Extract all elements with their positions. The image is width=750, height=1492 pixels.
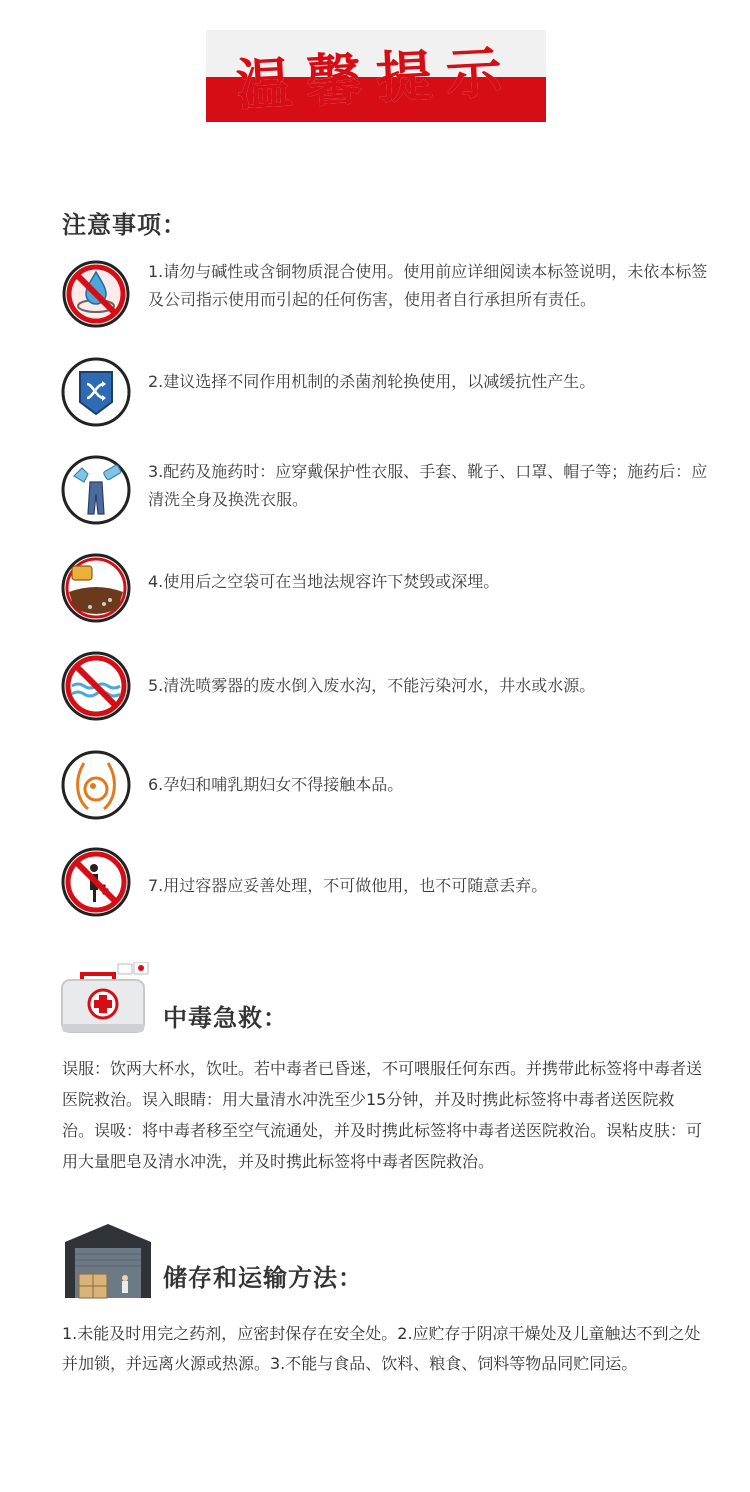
first-aid-text: 误服：饮两大杯水，饮吐。若中毒者已昏迷，不可喂服任何东西。并携带此标签将中毒者送医院救治。误入眼睛：用大量清水冲洗至少15分钟，并及时携此标签将中毒者送医院救治。误吸：将中毒者移至空气流通处，并及时携此标签将中毒者送医院救治。误粘皮肤：可用大量肥皂及清水冲洗，并及时携此标签将中毒者医院救治。 <box>62 1059 703 1171</box>
precaution-text-4: 4.使用后之空袋可在当地法规容许下焚毁或深埋。 <box>148 572 500 591</box>
pregnant-woman-icon <box>60 749 132 821</box>
precaution-text-6: 6.孕妇和哺乳期妇女不得接触本品。 <box>148 775 404 794</box>
precaution-item-2 <box>60 356 720 430</box>
no-water-pollution-icon <box>60 650 132 722</box>
first-aid-heading: 中毒急救： <box>163 1004 288 1032</box>
precaution-text-2: 2.建议选择不同作用机制的杀菌剂轮换使用，以减缓抗性产生。 <box>148 372 596 391</box>
precaution-item-1 <box>60 258 720 338</box>
precaution-text-7: 7.用过容器应妥善处理，不可做他用，也不可随意丢弃。 <box>148 876 548 895</box>
first-aid-kit-icon <box>58 962 153 1034</box>
rotation-icon <box>60 356 132 428</box>
storage-text: 1.未能及时用完之药剂，应密封保存在安全处。2.应贮存于阴凉干燥处及儿童触达不到之处并加锁，并远离火源或热源。3.不能与食品、饮料、粮食、饲料等物品同贮同运。 <box>62 1324 701 1373</box>
precaution-item-3 <box>60 454 720 528</box>
no-littering-icon <box>60 846 132 918</box>
warehouse-icon <box>63 1222 153 1300</box>
bury-bag-icon <box>60 552 132 624</box>
precaution-item-7 <box>60 846 720 920</box>
precaution-text-5: 5.清洗喷雾器的废水倒入废水沟，不能污染河水，井水或水源。 <box>148 676 596 695</box>
header-banner <box>206 30 546 122</box>
precaution-item-5 <box>60 650 720 724</box>
precautions-heading: 注意事项： <box>62 211 187 239</box>
precaution-text-1: 1.请勿与碱性或含铜物质混合使用。使用前应详细阅读本标签说明，未依本标签及公司指示使用而引起的任何伤害，使用者自行承担所有责任。 <box>148 262 708 309</box>
precaution-item-6 <box>60 749 720 823</box>
banner-title: 温馨提示 <box>234 38 518 120</box>
precaution-item-4 <box>60 552 720 626</box>
precaution-text-3: 3.配药及施药时：应穿戴保护性衣服、手套、靴子、口罩、帽子等；施药后：应清洗全身及换洗衣服。 <box>148 462 708 509</box>
storage-heading: 储存和运输方法： <box>163 1264 363 1292</box>
no-mixing-icon <box>60 258 132 330</box>
protective-gear-icon <box>60 454 132 526</box>
